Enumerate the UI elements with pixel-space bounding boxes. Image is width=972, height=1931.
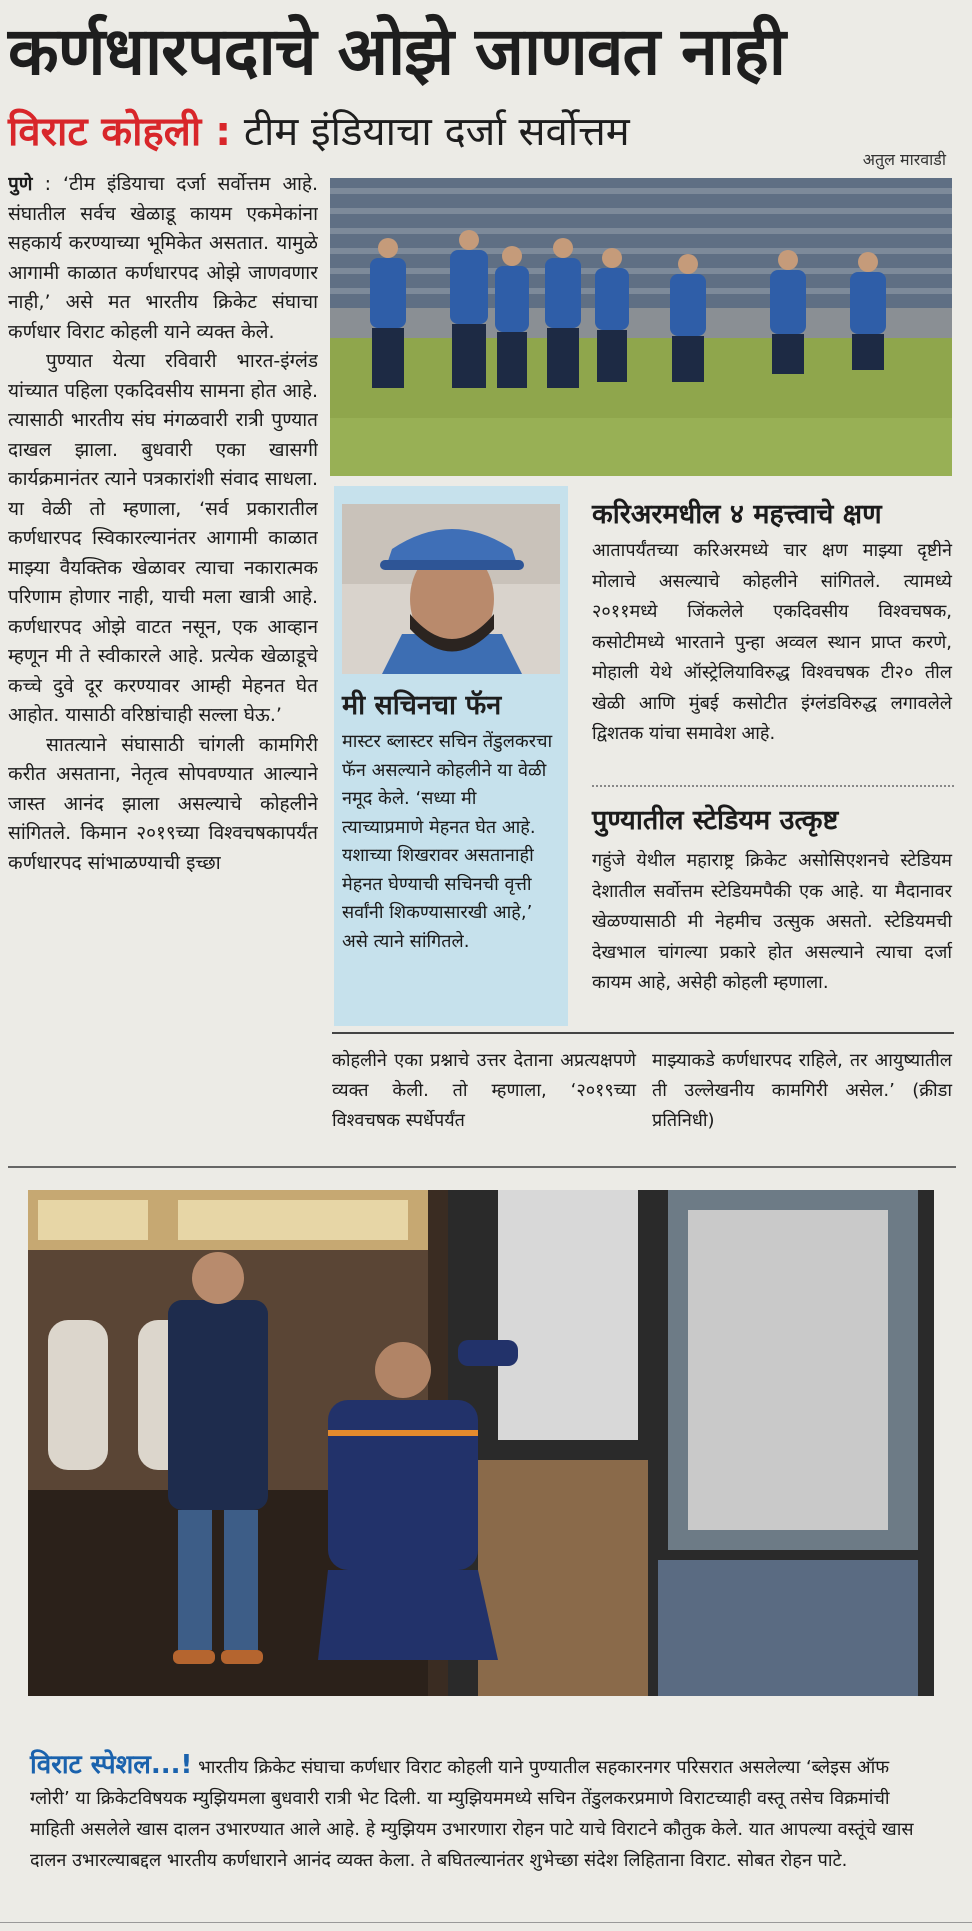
subhead-text: टीम इंडियाचा दर्जा सर्वोत्तम [231, 109, 630, 155]
article-para-3: सातत्याने संघासाठी चांगली कामगिरी करीत असताना, नेतृत्व सोपवण्यात आल्याने जास्त आनंद झाला असल्याचे कोहलीने सांगितले. किमान २०१९च्या विश्वचषकापर्यंत कर्णधारपद सांभाळण्याची इच्छा [8, 733, 318, 874]
article-continuation-2: कोहलीने एका प्रश्नाचे उत्तर देताना अप्रत्यक्षपणे व्यक्त केली. तो म्हणाला, ‘२०१९च्या विश्वचषक स्पर्धेपर्यंत [332, 1050, 636, 1131]
dotted-divider [592, 785, 954, 787]
article-column-1 [8, 170, 318, 1126]
team-practice-photo [330, 178, 952, 476]
sidebar-fan-text: मास्टर ब्लास्टर सचिन तेंडुलकरचा फॅन असल्याने कोहलीने या वेळी नमूद केले. ‘सध्या मी त्याच्याप्रमाणे मेहनत घेत आहे. यशाच्या शिखरावर असतानाही मेहनत घेण्याची सचिनची वृत्ती सर्वांनी शिकण्यासारखी आहे,’ असे त्याने सांगितले. [342, 731, 553, 952]
sidebar-fan-title: मी सचिनचा फॅन [342, 690, 502, 721]
caption-text: भारतीय क्रिकेट संघाचा कर्णधार विराट कोहली याने पुण्यातील सहकारनगर परिसरात असलेल्या ‘ब्लेइस ऑफ ग्लोरी’ या क्रिकेटविषयक म्युझियमला बुधवारी रात्री भेट दिली. या म्युझियममध्ये सचिन तेंडुलकरप्रमाणे विराटच्याही वस्तू तसेच विक्रमांची माहिती असलेले खास दालन उभारण्यात आले आहे. हे म्युझियम उभारणारा रोहन पाटे याचे विराटने कौतुक केले. यात आपल्या वस्तूंचे खास दालन उभारल्याबद्दल भारतीय कर्णधाराने आनंद व्यक्त केला. ते बघितल्यानंतर शुभेच्छा संदेश लिहिताना विराट. सोबत रोहन पाटे. [30, 1757, 914, 1871]
headline: कर्णधारपदाचे ओझे जाणवत नाही [8, 13, 785, 90]
byline: अतुल मारवाडी [862, 150, 946, 169]
career-moments-text: आतापर्यंतच्या करिअरमध्ये चार क्षण माझ्या दृष्टीने मोलाचे असल्याचे कोहलीने सांगितले. त्यामध्ये २०११मध्ये जिंकलेले एकदिवसीय विश्वचषक, कसोटीमध्ये भारताने पुन्हा अव्वल स्थान प्राप्त करणे, मोहाली येथे ऑस्ट्रेलियाविरुद्ध विश्वचषक टी२० तील खेळी आणि मुंबई कसोटीत इंग्लंडविरुद्ध लगावलेले द्विशतक यांचा समावेश आहे. [592, 540, 952, 744]
stadium-text: गहुंजे येथील महाराष्ट्र क्रिकेट असोसिएशनचे स्टेडियम देशातील सर्वोत्तम स्टेडियमपैकी एक आहे. या मैदानावर खेळण्यासाठी मी नेहमीच उत्सुक असतो. स्टेडियमची देखभाल चांगल्या प्रकारे होत असल्याने त्याचा दर्जा कायम आहे, असेही कोहली म्हणाला. [592, 850, 952, 993]
team-practice-image [330, 178, 952, 476]
horizontal-rule [332, 1032, 954, 1034]
article-para-2: पुण्यात येत्या रविवारी भारत-इंग्लंड यांच्यात पहिला एकदिवसीय सामना होत आहे. त्यासाठी भारतीय संघ मंगळवारी रात्री पुण्यात दाखल झाला. बुधवारी एका खासगी कार्यक्रमानंतर त्याने पत्रकारांशी संवाद साधला. या वेळी तो म्हणाला, ‘सर्व प्रकारातील कर्णधारपद स्विकारल्यानंतर आगामी काळात माझ्या वैयक्तिक खेळावर त्याचा नकारात्मक परिणाम होणार नाही, याची मला खात्री आहे. कर्णधारपद ओझे वाटत नसून, एक आव्हान म्हणून मी ते स्वीकारले आहे. प्रत्येक खेळाडूचे कच्चे दुवे दूर करण्यावर आम्ही मेहनत घेत आहोत. यासाठी वरिष्ठांचाही सल्ला घेऊ.’ [8, 350, 318, 726]
article-para-1: : ‘टीम इंडियाचा दर्जा सर्वोत्तम आहे. संघातील सर्वच खेळाडू कायम एकमेकांना सहकार्य करण्याच्या भूमिकेत असतात. यामुळे आगामी काळात कर्णधारपद ओझे जाणवणार नाही,’ असे मत भारतीय क्रिकेट संघाचा कर्णधार विराट कोहली याने व्यक्त केले. [8, 173, 318, 343]
article-continuation-3: माझ्याकडे कर्णधारपद राहिले, तर आयुष्यातील ती उल्लेखनीय कामगिरी असेल.’ (क्रीडा प्रतिनिधी) [652, 1050, 952, 1131]
caption-lead: विराट स्पेशल...! [30, 1750, 193, 1780]
dateline: पुणे [8, 173, 33, 195]
stadium-title: पुण्यातील स्टेडियम उत्कृष्ट [592, 805, 839, 836]
kohli-portrait-image [342, 504, 560, 674]
photo-caption [30, 1750, 934, 1876]
section-divider [8, 1166, 956, 1168]
scan-edge-line [0, 1922, 972, 1923]
career-moments-title: करिअरमधील ४ महत्त्वाचे क्षण [592, 499, 882, 530]
subheadline [8, 104, 630, 160]
museum-visit-photo [28, 1190, 934, 1696]
subhead-name: विराट कोहली : [8, 109, 232, 155]
museum-visit-image [28, 1190, 934, 1696]
kohli-portrait-photo [342, 504, 560, 674]
